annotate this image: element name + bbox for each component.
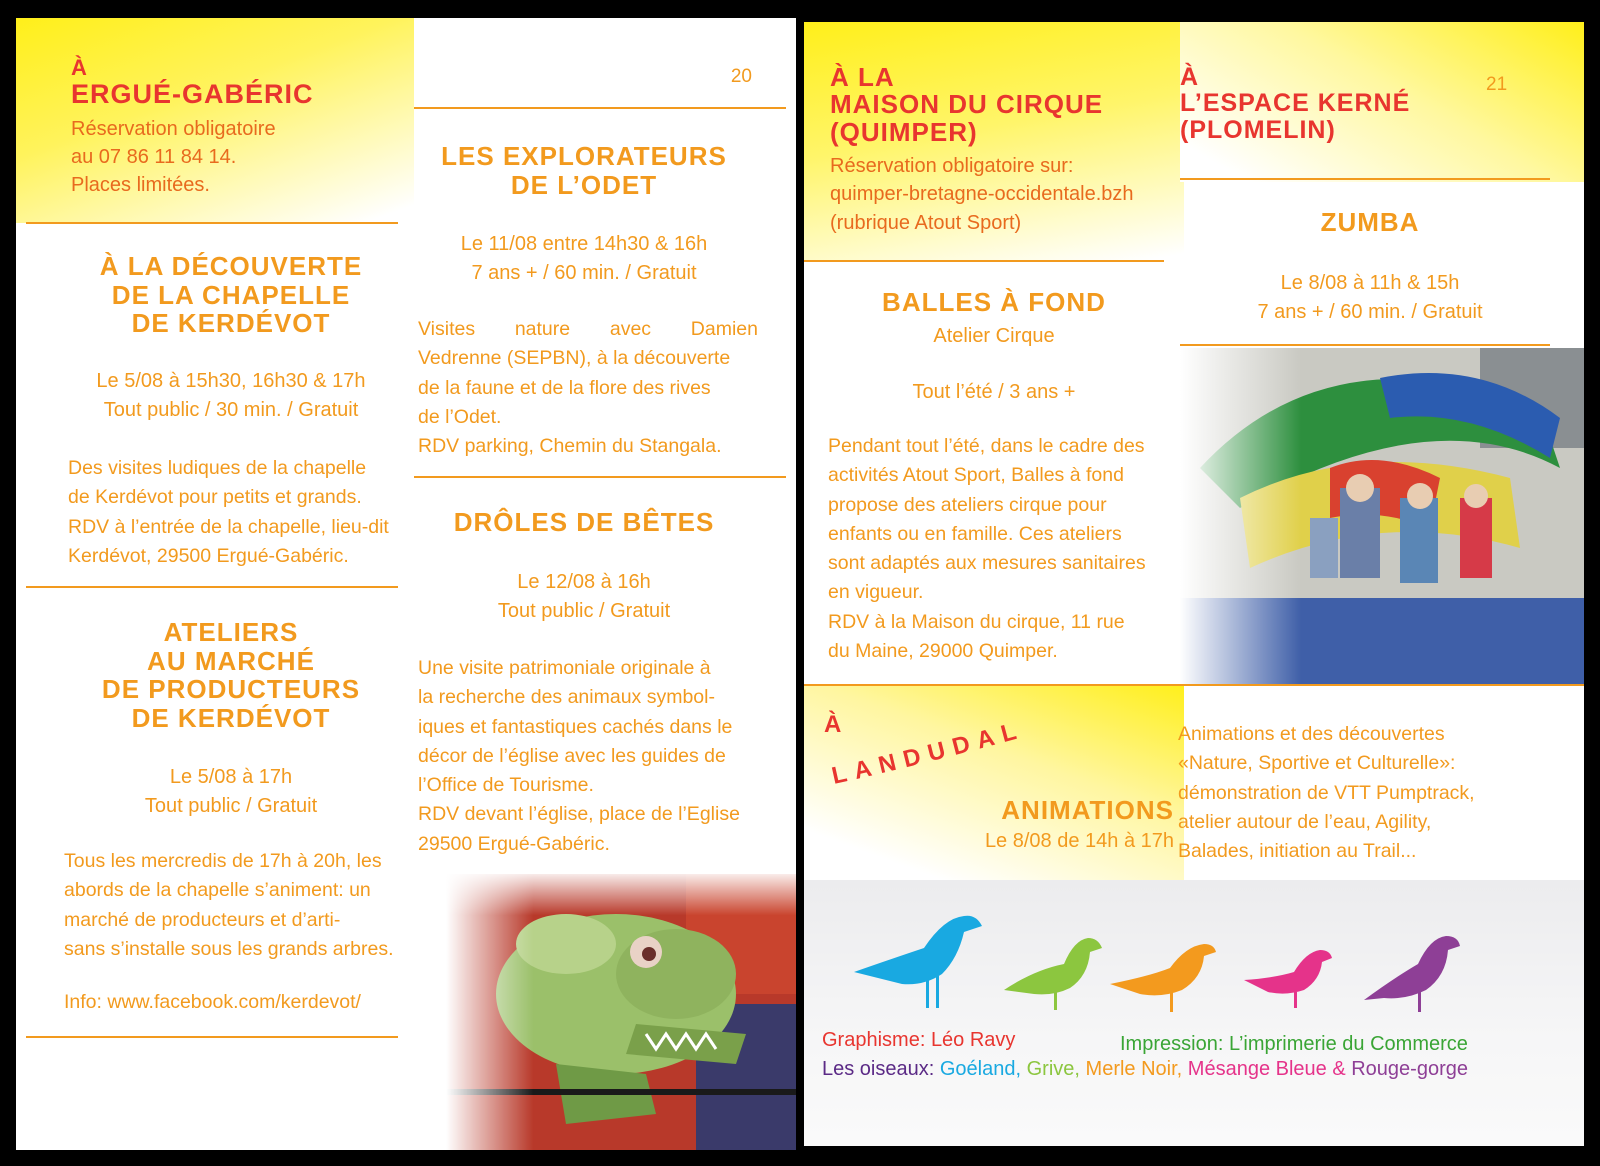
cirque-header: À LA MAISON DU CIRQUE (QUIMPER) [830, 62, 1104, 147]
event-meta: Le 5/08 à 17h Tout public / Gratuit [144, 766, 318, 817]
event-description: Des visites ludiques de la chapelle de Kerdévot pour petits et grands. RDV à l’entrée de la chapelle, lieu-dit Kerdévot, 29500 Ergué-Gabéric. [68, 457, 389, 567]
event-droles-de-betes: DRÔLES DE BÊTES [453, 507, 715, 537]
event-meta: Le 8/08 à 11h & 15h 7 ans + / 60 min. / Gratuit [1257, 272, 1483, 323]
divider [1180, 178, 1550, 180]
bird-name: Mésange Bleue [1187, 1058, 1327, 1080]
divider [414, 107, 786, 109]
event-description: Animations et des découvertes «Nature, Sportive et Culturelle»: démonstration de VTT Pumptrack, atelier autour de l’eau, Agility, Balades, initiation au Trail... [1178, 723, 1475, 862]
svg-text:LANDUDAL: LANDUDAL [829, 716, 1027, 790]
bird-name-separator: , [1074, 1058, 1086, 1080]
event-meta: Le 5/08 à 15h30, 16h30 & 17h Tout public / 30 min. / Gratuit [96, 370, 366, 421]
cirque-info: Réservation obligatoire sur: quimper-bretagne-occidentale.bzh (rubrique Atout Sport) [830, 155, 1134, 234]
credit-impression: Impression: L’imprimerie du Commerce [1120, 1033, 1468, 1055]
event-kerdevot-chapelle [26, 252, 436, 338]
event-explorateurs-odet: LES EXPLORATEURS DE L’ODET [441, 141, 727, 200]
facebook-info: Info: www.facebook.com/kerdevot/ [64, 991, 361, 1013]
landudal-prefix: À [824, 711, 842, 738]
left-page [16, 18, 796, 1150]
event-description: Tous les mercredis de 17h à 20h, les abords de la chapelle s’animent: un marché de producteurs et d’arti- sans s’installe sous les grands arbres. [64, 850, 394, 960]
mesange-bleue-bird-icon [1244, 950, 1332, 1008]
kerne-header: À L’ESPACE KERNÉ (PLOMELIN) [1180, 63, 1411, 144]
divider [1180, 344, 1550, 346]
event-description: Pendant tout l’été, dans le cadre des activités Atout Sport, Balles à fond propose des ateliers cirque pour enfants ou en famille. Ces ateliers sont adaptés aux mesures sanitaires en vigueur. RDV à la Maison du cirque, 11 rue du Maine, 29000 Quimper. [828, 435, 1146, 662]
goeland-bird-icon [854, 916, 982, 1008]
bird-name-separator: , [1015, 1058, 1027, 1080]
bird-name-separator: & [1326, 1058, 1352, 1080]
event-title: À LA DÉCOUVERTE DE LA CHAPELLE DE KERDÉVOT [99, 251, 363, 339]
event-title: ANIMATIONS [1001, 795, 1174, 825]
bird-name: Goéland [939, 1058, 1016, 1080]
event-title: BALLES À FOND [882, 287, 1106, 317]
divider [804, 684, 1584, 686]
event-title: ZUMBA [1320, 207, 1420, 237]
header-info-line: Places limitées. [71, 174, 210, 196]
header-info-line: Réservation obligatoire [71, 118, 276, 140]
header-info-line: au 07 86 11 84 14. [71, 146, 237, 168]
header-info [71, 115, 276, 199]
rouge-gorge-bird-icon [1364, 936, 1460, 1012]
landudal-place [826, 712, 1086, 792]
event-meta: Tout l’été / 3 ans + [912, 381, 1076, 403]
divider [804, 260, 1164, 262]
event-description: Une visite patrimoniale originale à la recherche des animaux symbol- iques et fantastiques cachés dans le décor de l’église avec les guides de l’Office de Tourisme. RDV devant l’église, place de l’Eglise 29500 Ergué-Gabéric. [418, 657, 740, 855]
landudal-arched-text [826, 712, 1086, 792]
merle-noir-bird-icon [1110, 944, 1216, 1012]
event-meta: Le 12/08 à 16h Tout public / Gratuit [497, 571, 671, 622]
birds-illustration [854, 910, 1534, 1020]
event-title: ATELIERS AU MARCHÉ DE PRODUCTEURS DE KERDÉVOT [101, 617, 361, 733]
divider [26, 222, 398, 224]
page-number: 21 [1486, 74, 1508, 95]
divider [26, 586, 398, 588]
event-ateliers-marche [26, 618, 436, 732]
parachute-kids-photo [1180, 348, 1584, 684]
bird-name: Merle Noir [1085, 1058, 1177, 1080]
credit-oiseaux: Les oiseaux: Goéland, Grive, Merle Noir, Mésange Bleue & Rouge-gorge [822, 1058, 1468, 1080]
divider [26, 1036, 398, 1038]
bird-names-list [940, 1058, 1468, 1080]
page-number: 20 [730, 66, 752, 87]
grive-bird-icon [1004, 938, 1102, 1010]
header-prefix: À [71, 55, 87, 80]
right-page [804, 22, 1584, 1146]
bird-name: Rouge-gorge [1351, 1058, 1468, 1080]
event-description: Visites nature avec Damien Vedrenne (SEPBN), à la découverte de la faune et de la flore des rives de l’Odet. RDV parking, Chemin du Stangala. [418, 318, 758, 457]
event-subtitle: Atelier Cirque [933, 325, 1055, 347]
bird-name: Grive [1026, 1058, 1075, 1080]
divider [414, 476, 786, 478]
header-place: ERGUÉ-GABÉRIC [71, 79, 314, 109]
event-meta: Le 8/08 de 14h à 17h [984, 830, 1174, 852]
bird-name-separator: , [1176, 1058, 1188, 1080]
credit-graphisme: Graphisme: Léo Ravy [822, 1029, 1016, 1051]
stained-glass-creature-image [446, 874, 796, 1150]
event-meta: Le 11/08 entre 14h30 & 16h 7 ans + / 60 min. / Gratuit [460, 233, 708, 284]
